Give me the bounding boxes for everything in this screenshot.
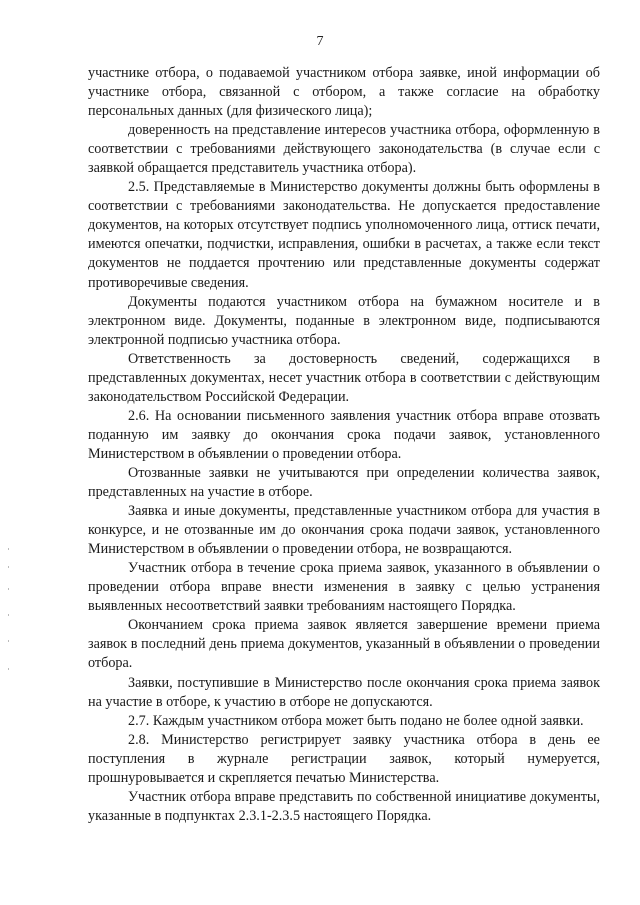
paragraph-section-2-7: 2.7. Каждым участником отбора может быть подано не более одной заявки. xyxy=(128,712,584,729)
document-body xyxy=(88,64,600,826)
paragraph-section-2-8: 2.8. Министерство регистрирует заявку участника отбора в день ее поступления в журнале регистрации заявок, который нумеруется, прошнуровывается и скрепляется печатью Министерства. xyxy=(88,731,600,786)
paragraph-responsibility: Ответственность за достоверность сведений, содержащихся в представленных документах, несет участник отбора в соответствии с действующим законодательством Российской Федерации. xyxy=(88,350,600,405)
paragraph-section-2-6: 2.6. На основании письменного заявления участник отбора вправе отозвать поданную им заявку до окончания срока подачи заявок, установленного Министерством в объявлении о проведении отбора. xyxy=(88,407,600,462)
paragraph-withdrawn-applications: Отозванные заявки не учитываются при определении количества заявок, представленных на участие в отборе. xyxy=(88,464,600,501)
paragraph-document-submission: Документы подаются участником отбора на бумажном носителе и в электронном виде. Документы, поданные в электронном виде, подписываются электронной подписью участника отбора. xyxy=(88,293,600,348)
page-number: 7 xyxy=(316,34,324,49)
paragraph-amendments: Участник отбора в течение срока приема заявок, указанного в объявлении о проведении отбора вправе внести изменения в заявку с целью устранения выявленных несоответствий заявки требованиям настоящего Порядка. xyxy=(88,560,600,615)
paragraph-not-returned: Заявка и иные документы, представленные участником отбора для участия в конкурсе, и не отозванные им до окончания срока подачи заявок, установленного Министерством в объявлении о проведении отбора, не возвращаются. xyxy=(88,503,600,558)
paragraph-late-applications: Заявки, поступившие в Министерство после окончания срока приема заявок на участие в отборе, к участию в отборе не допускаются. xyxy=(88,674,600,710)
paragraph-deadline: Окончанием срока приема заявок является завершение времени приема заявок в последний день приема документов, указанный в объявлении о проведении отбора. xyxy=(88,617,600,672)
paragraph-own-initiative: Участник отбора вправе представить по собственной инициативе документы, указанные в подпунктах 2.3.1-2.3.5 настоящего Порядка. xyxy=(88,788,600,824)
binding-margin-marks xyxy=(8,0,10,905)
paragraph-applicant-info: участнике отбора, о подаваемой участником отбора заявке, иной информации об участнике отбора, связанной с отбором, а также согласие на обработку персональных данных (для физического лица); xyxy=(88,65,600,120)
paragraph-section-2-5: 2.5. Представляемые в Министерство документы должны быть оформлены в соответствии с требованиями законодательства. Не допускается предоставление документов, на которых отсутствует подпись уполномоченного лица, оттиск печати, имеются опечатки, подчистки, исправления, ошибки в расчетах, а также если текст документов не поддается прочтению или представленные документы содержат противоречивые сведения. xyxy=(88,179,600,291)
paragraph-power-of-attorney: доверенность на представление интересов участника отбора, оформленную в соответствии с требованиями действующего законодательства (в случае если с заявкой обращается представитель участника отбора). xyxy=(88,122,600,177)
